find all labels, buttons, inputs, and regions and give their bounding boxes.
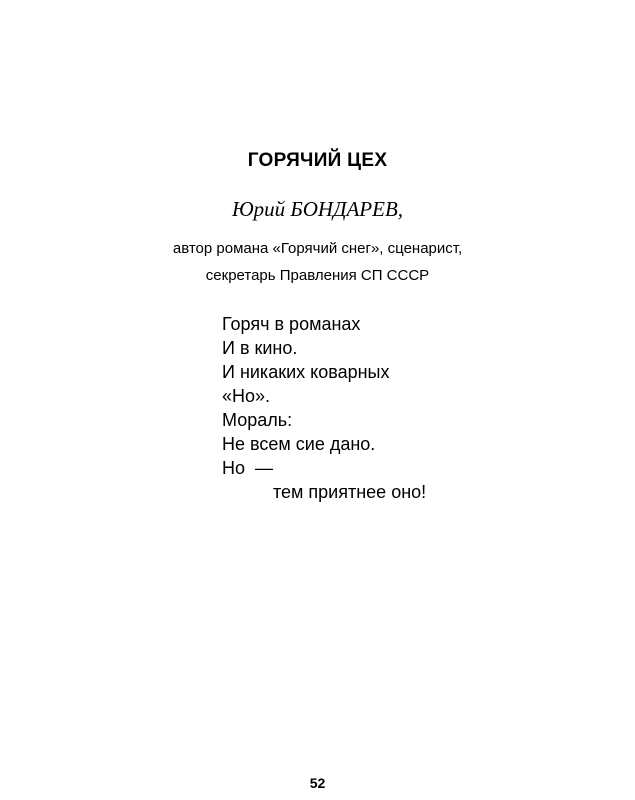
poem-line: «Но».: [222, 386, 271, 406]
poem-body: [222, 312, 426, 504]
poem-line: Горяч в романах: [222, 314, 361, 334]
poem-title: ГОРЯЧИЙ ЦЕХ: [247, 150, 388, 171]
author-description-line-2: секретарь Правления СП СССР: [205, 267, 430, 284]
author-description-line-1: автор романа «Горячий снег», сценарист,: [172, 240, 463, 257]
poem-line: Мораль:: [222, 410, 293, 430]
poem-line: Не всем сие дано.: [222, 434, 376, 454]
poem-line: И никаких коварных: [222, 362, 390, 382]
page-number: 52: [309, 775, 326, 791]
poem-line: Но —: [222, 458, 274, 478]
author-name: Юрий БОНДАРЕВ,: [231, 197, 404, 221]
poem-line: И в кино.: [222, 338, 298, 358]
poem-line-indented: тем приятнее оно!: [273, 482, 427, 502]
